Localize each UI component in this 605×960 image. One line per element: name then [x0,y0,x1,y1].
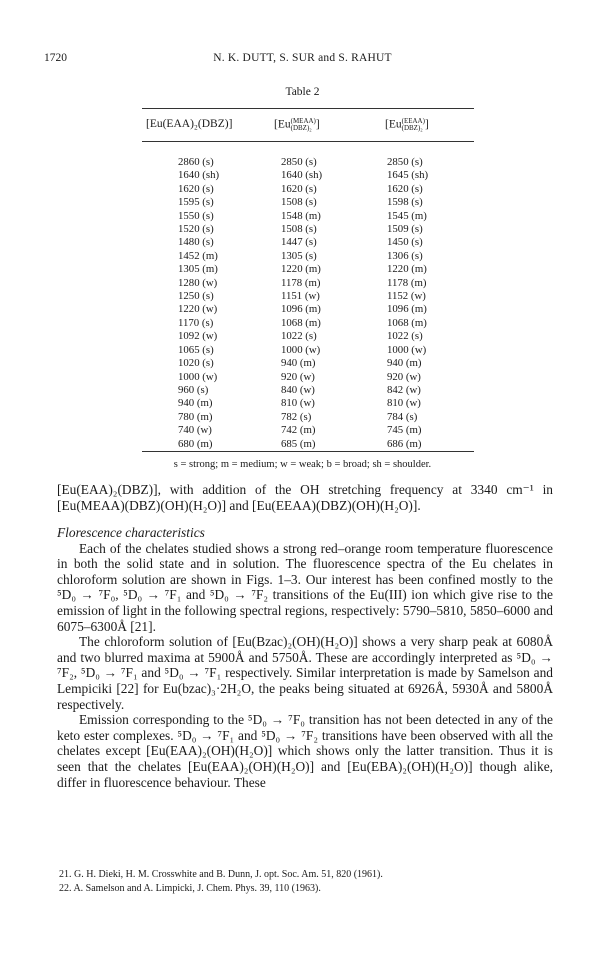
table-cell: 1096 (m) [281,303,321,316]
table-cell: 1178 (m) [281,276,321,289]
table-cell: 2850 (s) [387,156,423,168]
table-cell: 840 (w) [281,383,315,396]
section-body [57,525,553,790]
table-cell: 1306 (s) [387,249,423,262]
table-cell: 1545 (m) [387,209,427,222]
table-column-1 [178,156,219,451]
table-cell: 1065 (s) [178,343,214,356]
table-cell: 1151 (w) [281,290,320,303]
table-cell: 680 (m) [178,437,213,450]
table-cell: 940 (m) [281,357,316,370]
table-cell: 940 (m) [387,357,422,370]
table-cell: 1620 (s) [387,182,423,195]
table-bottom-rule [142,451,474,452]
table-cell: 1280 (w) [178,276,218,289]
table-cell: 2850 (s) [281,156,317,168]
intro-paragraph: [Eu(EAA)₂(DBZ)], with addition of the OH stretching frequency at 3340 cm⁻¹ in [Eu(MEAA)(DBZ)(OH)(H₂O)] and [Eu(EEAA)(DBZ)(OH)(H₂O)]. [57,482,553,513]
table-header-col1: [Eu(EAA)₂(DBZ)] [146,118,233,130]
table-cell: 784 (s) [387,410,418,423]
header-col3-stack: (EEAA) (DBZ)₂ [401,117,425,132]
table-cell: 842 (w) [387,383,421,396]
table-top-rule [142,108,474,109]
table-cell: 1645 (sh) [387,169,429,182]
table-cell: 1640 (sh) [281,169,323,182]
table-header-col2: [Eu(MEAA) (DBZ)₂ ] [274,117,320,132]
reference-item: 22. A. Samelson and A. Limpicki, J. Chem. Phys. 39, 110 (1963). [59,883,321,894]
reference-item: 21. G. H. Dieki, H. M. Crosswhite and B. Dunn, J. opt. Soc. Am. 51, 820 (1961). [59,869,383,880]
table-cell: 1480 (s) [178,236,214,249]
page-number: 1720 [44,52,67,64]
table-cell: 742 (m) [281,424,316,437]
table-caption: Table 2 [285,86,320,98]
paragraph-3: Emission corresponding to the ⁵D₀ → ⁷F₀ transition has not been detected in any of the keto ester complexes. ⁵D₀ → ⁷F₁ and ⁵D₀ → ⁷F₂ transitions have been observed with all the chelates except [Eu(EAA)₂(OH)(H₂O)] which shows only the latter transition. Thus it is seen that the chelates [Eu(EAA)₂(OH)(H₂O)] and [Eu(EBA)₂(OH)(H₂O)] though alike, differ in fluorescence behaviour. These [57,712,553,790]
running-header [44,52,561,68]
table-cell: 1508 (s) [281,223,317,236]
table-cell: 740 (w) [178,424,212,437]
table-cell: 810 (w) [387,397,421,410]
table-cell: 1620 (s) [281,182,317,195]
table-cell: 1096 (m) [387,303,427,316]
table-cell: 1250 (s) [178,290,214,303]
table-cell: 1000 (w) [281,343,321,356]
table-cell: 685 (m) [281,437,316,450]
table-cell: 1170 (s) [178,316,214,329]
table-header-col3: [Eu(EEAA) (DBZ)₂ ] [385,117,429,132]
table-cell: 1620 (s) [178,182,214,195]
section-heading: Florescence characteristics [57,525,205,540]
table-cell: 1220 (m) [281,263,321,276]
table-cell: 1000 (w) [178,370,218,383]
table-cell: 1068 (m) [281,316,321,329]
table-cell: 1452 (m) [178,249,218,262]
paragraph-1: Each of the chelates studied shows a strong red–orange room temperature fluorescence in both the solid state and in solution. The fluorescence spectra of the Eu chelates in chloroform solution are shown in Figs. 1–3. Our interest has been confined mostly to the ⁵D₀ → ⁷F₀, ⁵D₀ → ⁷F₁ and ⁵D₀ → ⁷F₂ transitions of the Eu(III) ion which give rise to the emission of light in the following spectral regions, respectively: 5790–5810, 5850–6000 and 6075–6300Å [21]. [57,540,553,634]
table-cell: 1447 (s) [281,236,317,249]
table-cell: 782 (s) [281,410,312,423]
table-footnote: s = strong; m = medium; w = weak; b = broad; sh = shoulder. [173,459,432,470]
table-cell: 960 (s) [178,383,209,396]
table-cell: 1022 (s) [387,330,423,343]
author-line: N. K. DUTT, S. SUR and S. RAHUT [213,52,392,64]
header-col2-stack: (MEAA) (DBZ)₂ [290,117,316,132]
table-cell: 1595 (s) [178,196,214,209]
table-cell: 1020 (s) [178,357,214,370]
table-cell: 1000 (w) [387,343,427,356]
table-cell: 1068 (m) [387,316,427,329]
table-cell: 2860 (s) [178,156,214,168]
references [57,868,553,896]
table-cell: 1305 (s) [281,249,317,262]
table-cell: 1220 (m) [387,263,427,276]
table-cell: 1450 (s) [387,236,423,249]
table-header-rule [142,141,474,142]
table-cell: 1178 (m) [387,276,427,289]
table-cell: 1640 (sh) [178,169,220,182]
table-cell: 1548 (m) [281,209,321,222]
table-cell: 1220 (w) [178,303,218,316]
table-cell: 940 (m) [178,397,213,410]
table-cell: 1550 (s) [178,209,214,222]
table-cell: 920 (w) [281,370,315,383]
table-cell: 1598 (s) [387,196,423,209]
table-cell: 1520 (s) [178,223,214,236]
table-cell: 1508 (s) [281,196,317,209]
table-cell: 1305 (m) [178,263,218,276]
table-column-2 [281,156,322,451]
table-cell: 686 (m) [387,437,422,450]
table-cell: 1092 (w) [178,330,218,343]
table-cell: 780 (m) [178,410,213,423]
table-cell: 810 (w) [281,397,315,410]
table-cell: 920 (w) [387,370,421,383]
table-cell: 1152 (w) [387,290,426,303]
paragraph-2: The chloroform solution of [Eu(Bzac)₂(OH)(H₂O)] shows a very sharp peak at 6080Å and two blurred maxima at 5900Å and 5750Å. These are accordingly interpreted as ⁵D₀ → ⁷F₂, ⁵D₀ → ⁷F₁ and ⁵D₀ → ⁷F₁ respectively. Similar interpretation is made by Samelson and Lempiciki [22] for Eu(bzac)₃·2H₂O, the peaks being situated at 6926Å, 5930Å and 5800Å respectively. [57,634,553,712]
table-cell: 1022 (s) [281,330,317,343]
table-cell: 1509 (s) [387,223,423,236]
table-cell: 745 (m) [387,424,422,437]
table-column-3 [387,156,428,451]
